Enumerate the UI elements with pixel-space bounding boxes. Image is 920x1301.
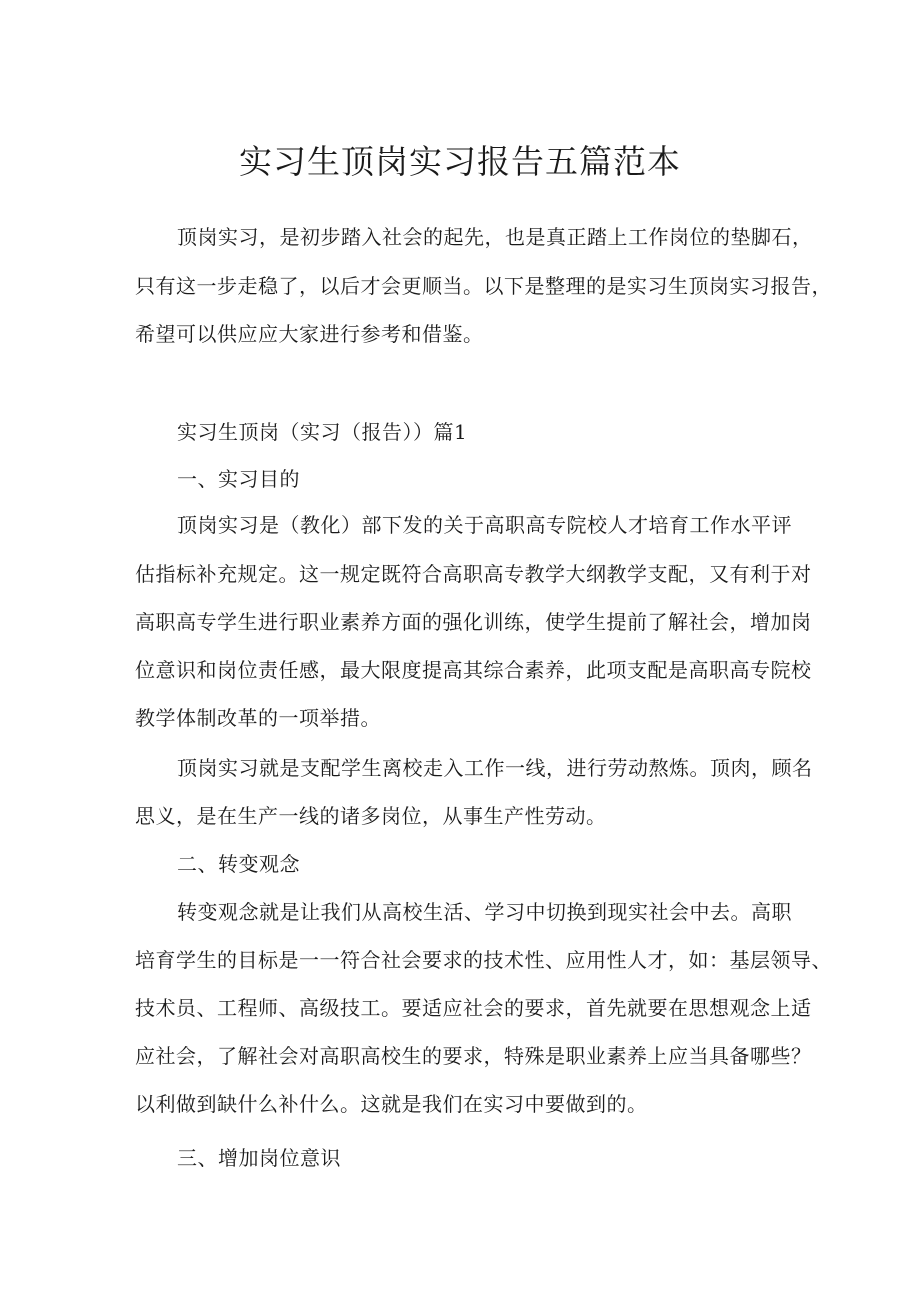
paragraph-line: 思义，是在生产一线的诸多岗位，从事生产性劳动。 xyxy=(135,804,607,828)
subheading-1: 一、实习目的 xyxy=(177,467,300,491)
paragraph-line: 教学体制改革的一项举措。 xyxy=(135,706,381,730)
document-title: 实习生顶岗实习报告五篇范本 xyxy=(239,142,681,181)
paragraph-line: 转变观念就是让我们从高校生活、学习中切换到现实社会中去。高职 xyxy=(177,900,792,924)
intro-line: 只有这一步走稳了，以后才会更顺当。以下是整理的是实习生顶岗实习报告， xyxy=(135,274,832,298)
paragraph-line: 顶岗实习是（教化）部下发的关于高职高专院校人才培育工作水平评 xyxy=(177,513,792,537)
intro-line: 顶岗实习，是初步踏入社会的起先，也是真正踏上工作岗位的垫脚石， xyxy=(177,225,813,249)
paragraph-line: 技术员、工程师、高级技工。要适应社会的要求，首先就要在思想观念上适 xyxy=(135,996,812,1020)
paragraph-line: 高职高专学生进行职业素养方面的强化训练，使学生提前了解社会，增加岗 xyxy=(135,610,812,634)
subheading-2: 二、转变观念 xyxy=(177,852,300,876)
section-heading: 实习生顶岗（实习（报告））篇1 xyxy=(177,420,468,444)
paragraph-line: 以利做到缺什么补什么。这就是我们在实习中要做到的。 xyxy=(135,1092,648,1116)
intro-line: 希望可以供应应大家进行参考和借鉴。 xyxy=(135,322,484,346)
paragraph-line: 估指标补充规定。这一规定既符合高职高专教学大纲教学支配，又有利于对 xyxy=(135,562,812,586)
subheading-3: 三、增加岗位意识 xyxy=(177,1146,341,1170)
paragraph-line: 培育学生的目标是一一符合社会要求的技术性、应用性人才，如：基层领导、 xyxy=(135,948,832,972)
paragraph-line: 应社会，了解社会对高职高校生的要求，特殊是职业素养上应当具备哪些？ xyxy=(135,1044,812,1068)
paragraph-line: 顶岗实习就是支配学生离校走入工作一线，进行劳动熬炼。顶肉，顾名 xyxy=(177,756,813,780)
paragraph-line: 位意识和岗位责任感，最大限度提高其综合素养，此项支配是高职高专院校 xyxy=(135,658,812,682)
